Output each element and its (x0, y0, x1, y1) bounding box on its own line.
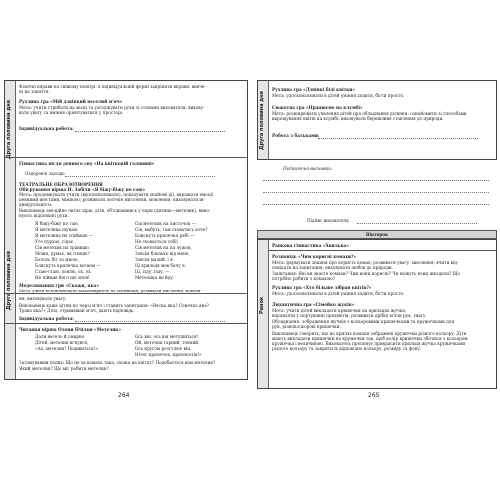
text-line: вати увагу та вміння орієнтуватися у просторі. (19, 110, 124, 115)
poem-line: Я біжу-біжу по гаю, (35, 221, 80, 226)
text-line: Оздоровчі заходи: (25, 171, 66, 176)
poem-line: Дітей, метелик вгнувся, (35, 340, 89, 345)
poem-line: Ці, ізду, ізду, — (135, 269, 170, 274)
divider (269, 250, 496, 251)
poem-line: «Ах, метелик! Подивиться!» (35, 346, 98, 351)
poem-line: Усе пурхає, сідає. (35, 239, 75, 244)
heading: Рухлива гра «Хто більше зібрав квітів?» (272, 285, 372, 290)
blank-line (263, 180, 489, 181)
text-line: Мета: учити дітей викладати кришечки на крильцях жучка; (272, 308, 407, 313)
text-line: Виконавець говорить, що на крилах комахи зображені кружечки різного кольору. Діти (272, 331, 467, 336)
heading: Моделювання гри «Скажи, яка» (19, 283, 99, 288)
day-header-bar (257, 230, 497, 239)
heading: Індивідуальна робота: (19, 316, 74, 321)
divider (5, 323, 247, 324)
heading: Читання вірша Олени Пчілки «Метелик» (19, 327, 121, 332)
text-line: Мета: продовжувати учити (вдосконалювати), показувати знайомі дії, виражати емоції (19, 192, 214, 197)
signature-label: Підпис вихователя (307, 218, 349, 223)
divider (5, 157, 247, 158)
text-line: вправляти у портуванні предметів; розвивати дрібні м'язи рук, увагу. (272, 313, 427, 318)
poem-line: Ось він, ось він метушиться! (135, 334, 199, 339)
blank-line (263, 192, 489, 193)
poem-line: Сів метелик на па лужок, (135, 245, 192, 250)
poem-line: Блиснуть крилечка вогнем — (35, 263, 101, 268)
text-line: Фізичні вправи на свіжому повітрі: в індивідуальній формі закріпити вправи, вивче- (19, 84, 206, 89)
text-line: Трава яка?» Діти, отримавши м'яч, дають відповідь. (19, 308, 135, 313)
text-line: кружечка і величиною. Вихователь пропонує прикрасити крильця жучка кружечками (272, 341, 466, 346)
text-line: ня; виховувати увагу. (19, 296, 67, 301)
poem-line: Ой, метелик гарний, тонкий, (135, 340, 200, 345)
heading: Обігрування вірша Н. Забіли «Я біжу-біжу по гаю» (19, 187, 146, 192)
text-line: Запитання: Які ви знаєте комахи? Чим вони корисні? Чи можуть вони шкодити? Що (272, 271, 460, 276)
page-number-left: 264 (118, 392, 130, 399)
text-line: Виконавець емоційно читає вірш, діти, об'єднавшись у пари (дитина—метелик), вико- (19, 208, 211, 213)
poem-line: Не піймав його ще знов! (35, 275, 90, 280)
text-line: Мета: удосконалювати в дітей уміння ходити, бігти просто. (272, 93, 405, 98)
heading: Рухлива гра «Дзвінкі білі квітки» (272, 87, 356, 92)
left-section-label-walk: Друга половина дня (6, 100, 12, 160)
poem-line: Дали весело й смирно (35, 334, 85, 339)
day-header: Вівторок (365, 232, 389, 237)
poem-line: Сів, мабуть, там сховатись хоче? (135, 227, 208, 232)
left-page (4, 80, 248, 420)
notes-label: Педагогічні висновки: (283, 166, 333, 171)
text-line: Мета: розширювати уявлення дітей про обладнання ділянки; ознайомити зі способами (272, 111, 467, 116)
text-line: повідати на запитання; виховувати любов до природи. (272, 265, 394, 270)
text-line: ні на заняття. (19, 89, 50, 94)
right-table-bottom (257, 239, 497, 389)
poem-line: Може, думає, як птицю? (35, 251, 90, 256)
poem-line: Я метелика не спіймаю — (35, 233, 93, 238)
text-line: дивідуальність. (19, 202, 53, 207)
poem-line: Метелика не йду. (135, 275, 175, 280)
blank-line (75, 321, 225, 322)
heading: Рухлива гра «Мій дзвінкий веселий м'яч» (19, 99, 123, 104)
text-line: Мета: учити встановлювати закономірність по ілюмінації; розвивати мислення, мовлен- (19, 288, 202, 293)
text-line: різного кольору та закрити їх відповідно кольору, розміру та фону. (272, 346, 422, 351)
heading: Розповідь «Чим корисні комахи?» (272, 254, 357, 259)
poem-line: Сів метелик на травицю, (35, 245, 91, 250)
heading: Гімнастика після денного сну «На квітковій галявині» (19, 161, 155, 166)
signature-line (357, 223, 477, 224)
text-line: нують відповідні рухи. (19, 213, 69, 218)
right-page (257, 80, 497, 420)
blank-line (318, 138, 478, 139)
poem-line: Стаю-стаю, ловлю, ох, ох, (35, 269, 92, 274)
page-number-right: 265 (368, 392, 380, 399)
heading: ТЕАТРАЛЬНЕ ОБРАЗОТВОРЕННЯ (19, 182, 103, 187)
poem-line: Ось кругом розгулює він, (135, 346, 192, 351)
right-section-label-morning: Ранок (259, 296, 265, 314)
heading: Сюжетна гра «Працюємо на клумбі» (272, 105, 363, 110)
text-line: певними жестами, мімікою; розвивати логічне мислення, мовлення; виховувати ін- (19, 197, 205, 202)
text-line: Обладнання: зображення жучків з кольоровими кришечками та кружечками для (272, 319, 455, 324)
heading: Ранкова гімнастика «Хвилька» (272, 243, 349, 248)
text-line: вирощування квітів на клумбі; виховувати бережливе ставлення до природи. (272, 116, 444, 121)
text-line: мають викладати кришечки на кружечки так, щоб колір кришечки збігався з кольором (272, 336, 468, 341)
poem-line: Блиснуть крилечка рябі — (135, 233, 195, 238)
text-line: Мета: удосконалювати в дітей уміння ходити, бігти просто. (272, 291, 405, 296)
poem-line: Сів метелик на листочок — (135, 221, 196, 226)
poem-line: Я метелика шукаю. (35, 227, 79, 232)
right-section-label-walk: Друга половина дня (259, 91, 265, 151)
blank-line (263, 204, 489, 205)
left-section-label-evening: Друга половина дня (6, 251, 12, 311)
text-line: Виконавець каже дітям по черзі м'яч і ставить запитання: «Весна яка? Сонечко яке? (19, 303, 210, 308)
heading: Робота з батьками: (272, 133, 320, 138)
poem-line: Не сховається собі! (135, 239, 179, 244)
poem-line: Зовсім малий, і я (135, 257, 173, 262)
heading: Дидактична гра «Сімейко жуків» (272, 302, 355, 307)
left-table (4, 80, 248, 380)
right-table-top (257, 80, 497, 160)
poem-line: Нічог крилечок, прилопотів!» (135, 352, 202, 357)
blank-line (65, 176, 215, 177)
text-line: потрібно робити з комахою? (272, 276, 336, 281)
text-line: рук, різнокольорові кришечки. (272, 324, 341, 329)
text-line: Затамувавши подих: Що це за комаха така, схожа на квітку? Подобається вам метелик? (19, 360, 216, 365)
poem-line: Зовсім близько від мене, (135, 251, 190, 256)
poem-line: Бачать біг за мною, (35, 257, 79, 262)
blank-line (75, 131, 225, 132)
text-line: Мета: учити стрибати на місці та узгоджувати рухи зі словами вихователя; вихову- (19, 105, 205, 110)
poem-line: Ці крильця мов бачу я. (135, 263, 187, 268)
text-line: Який метелик? Що міг робити метелик? (19, 366, 109, 371)
text-line: Мета: формувати знання про користь комах; розвивати увагу, мислення; вчити від- (272, 260, 459, 265)
heading: Індивідуальна робота: (19, 126, 74, 131)
